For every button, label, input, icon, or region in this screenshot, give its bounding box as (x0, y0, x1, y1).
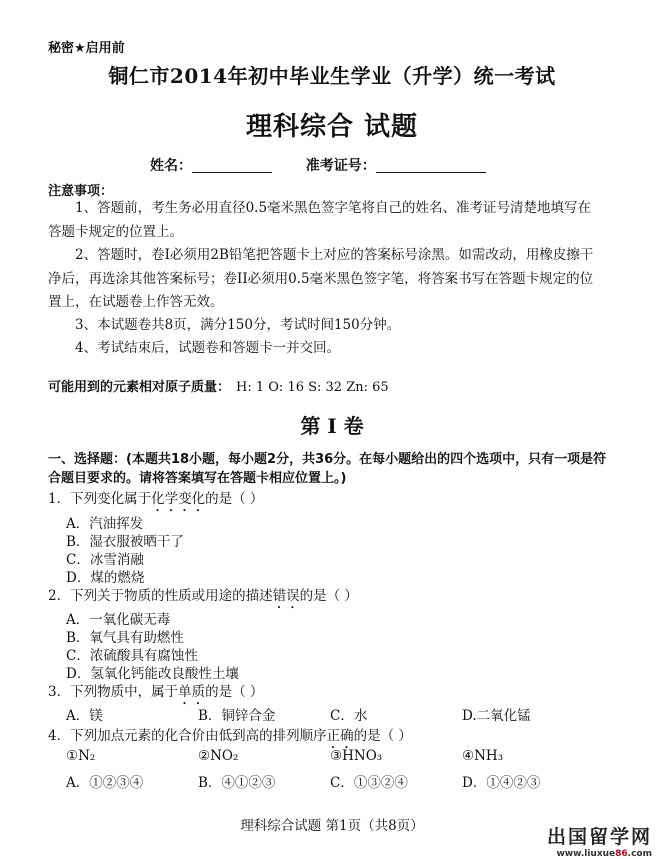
notice-item-4: 4、考试结束后，试题卷和答题卡一并交回。 (75, 340, 341, 356)
confidential-label: 秘密★启用前 (48, 41, 125, 56)
question-4-items (66, 748, 606, 764)
atomic-masses-values: H: 1 O: 16 S: 32 Zn: 65 (236, 380, 389, 395)
question-3-stem: 3．下列物质中，属于单质的是（ ） (48, 684, 264, 700)
question-2-option-a: A．一氧化碳无毒 (66, 612, 171, 628)
question-1-option-d: D．煤的燃烧 (66, 570, 145, 586)
question-4-stem: 4．下列加点元素的化合价由低到高的排列顺序正确的是（ ） (48, 728, 412, 744)
question-3-option-c: C．水 (330, 708, 368, 724)
atomic-masses-label: 可能用到的元素相对原子质量： (48, 380, 231, 395)
question-4-item-1: ①N₂ (66, 748, 96, 764)
notice-heading: 注意事项： (48, 184, 114, 199)
section-title: 一、选择题：(本题共18小题，每小题2分，共36分。在每小题给出的四个选项中，只有一项是符合题目要求的。请将答案填写在答题卡相应位置上。) (48, 452, 607, 486)
name-label: 姓名： (150, 158, 192, 174)
candidate-info-row (150, 155, 486, 175)
page-footer: 理科综合试题 第1页（共8页） (240, 818, 424, 834)
question-1-option-b: B．湿衣服被晒干了 (66, 534, 184, 550)
exam-subtitle: 理科综合 试题 (245, 112, 419, 142)
name-blank (192, 158, 272, 173)
watermark-name: 出国留学网 (546, 826, 652, 848)
question-3-option-d: D.二氧化锰 (462, 708, 531, 724)
question-1-option-c: C．冰雪消融 (66, 552, 144, 568)
question-4-option-b: B．④①②③ (198, 775, 276, 791)
atomic-masses (48, 376, 389, 395)
question-2-stem: 2．下列关于物质的性质或用途的描述错误的是（ ） (48, 588, 358, 604)
notice-item-1: 1、答题前，考生务必用直径0.5毫米黑色签字笔将自己的姓名、准考证号清楚地填写在答题卡规定的位置上。 (48, 200, 592, 240)
question-4-option-a: A．①②③④ (66, 775, 144, 791)
question-2-option-d: D．氢氧化钙能改良酸性土壤 (66, 666, 239, 682)
exam-title: 铜仁市2014年初中毕业生学业（升学）统一考试 (108, 64, 556, 88)
question-2-option-c: C．浓硫酸具有腐蚀性 (66, 648, 198, 664)
question-3-option-b: B．铜锌合金 (198, 708, 276, 724)
question-1-stem: 1．下列变化属于化学变化的是（ ） (48, 491, 264, 507)
watermark-url: www.liuxue86.com (556, 849, 652, 859)
volume-title: 第 I 卷 (300, 414, 364, 438)
question-4-item-3: ③HNO₃ (330, 748, 383, 764)
id-label: 准考证号： (305, 158, 376, 174)
question-1-option-a: A．汽油挥发 (66, 516, 144, 532)
question-3-option-a: A．镁 (66, 708, 103, 724)
question-3-options (66, 704, 606, 724)
watermark (547, 822, 652, 859)
question-4-item-2: ②NO₂ (198, 748, 239, 764)
notice-item-3: 3、本试题卷共8页，满分150分，考试时间150分钟。 (75, 317, 401, 333)
notice-item-2: 2、答题时，卷I必须用2B铅笔把答题卡上对应的答案标号涂黑。如需改动，用橡皮擦干净后，再选涂其他答案标号；卷II必须用0.5毫米黑色签字笔，将答案书写在答题卡规定的位置上，在试题卷上作答无效。 (48, 247, 594, 310)
question-2-option-b: B．氧气具有助燃性 (66, 630, 184, 646)
question-4-option-d: D．①④②③ (462, 775, 541, 791)
question-4-item-4: ④NH₃ (462, 748, 504, 764)
question-4-options (66, 771, 606, 791)
question-4-option-c: C．①③②④ (330, 775, 408, 791)
id-blank (376, 158, 486, 173)
